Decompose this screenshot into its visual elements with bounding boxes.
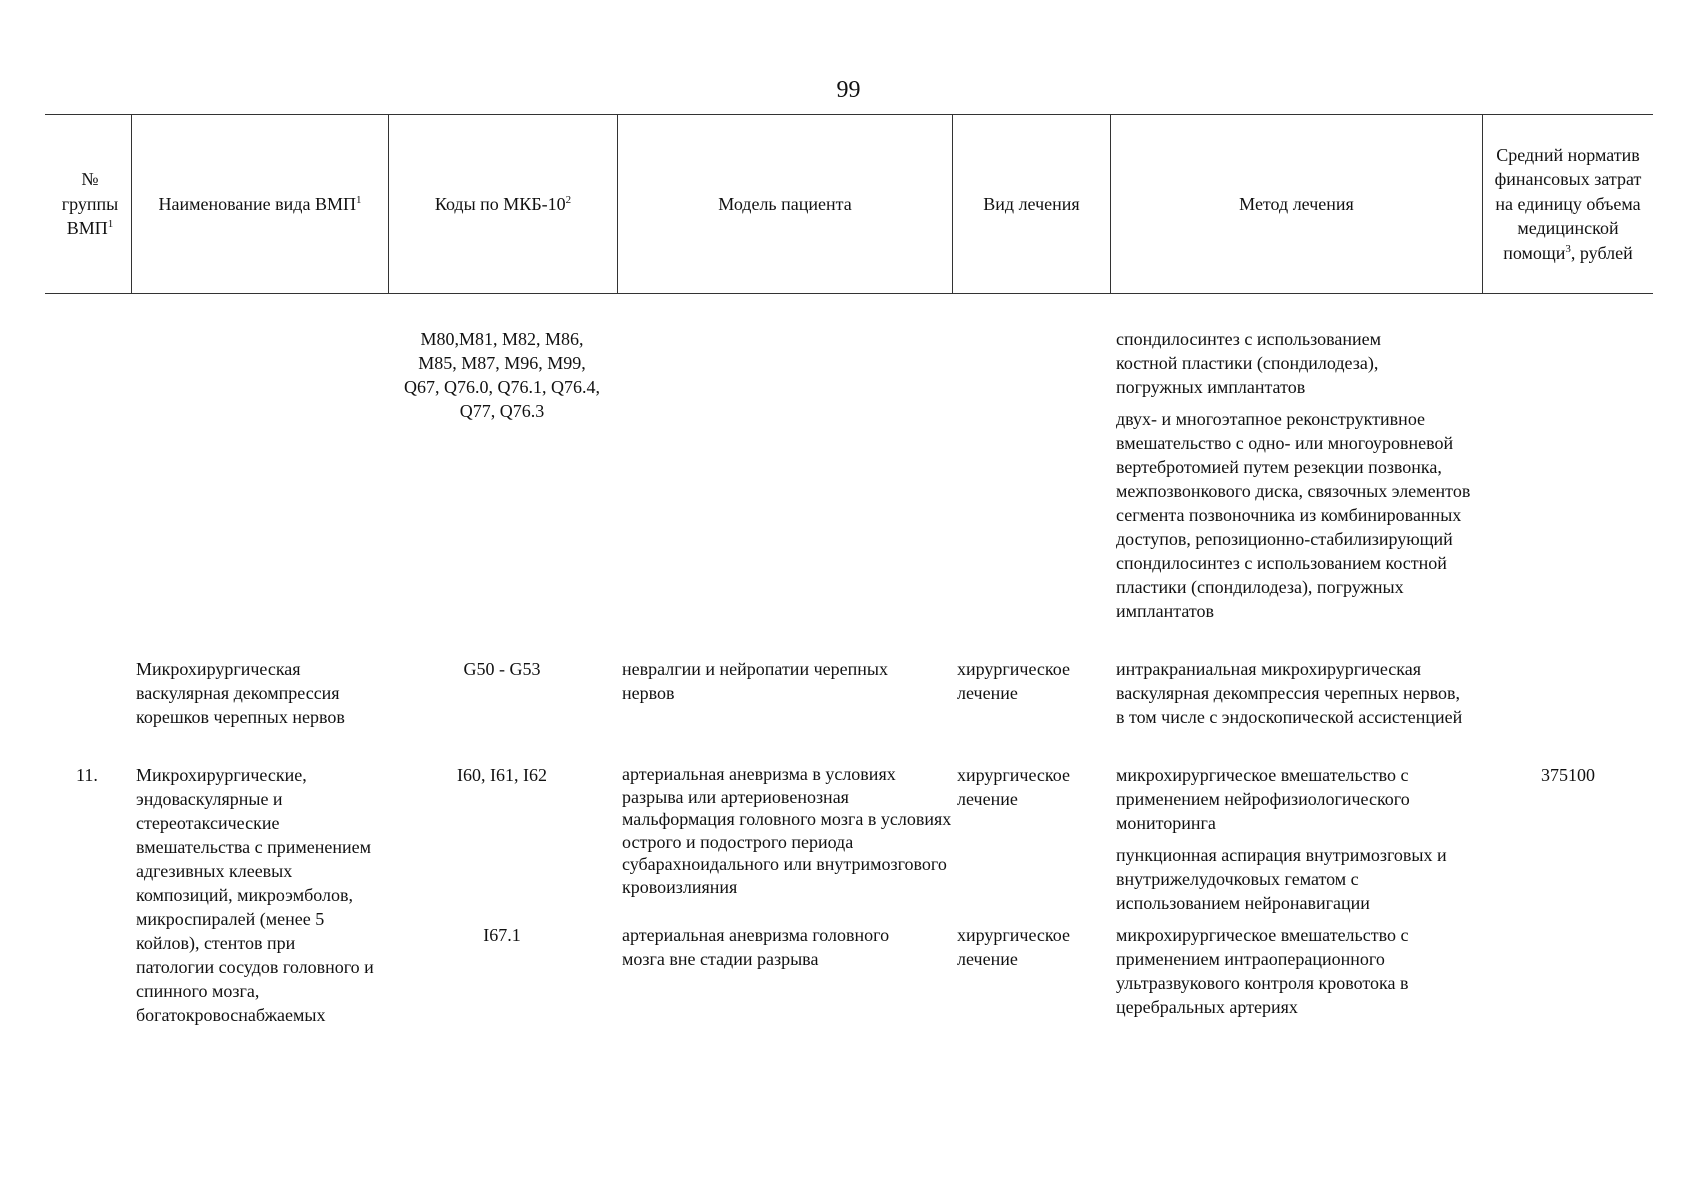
header-icd-codes xyxy=(392,114,614,294)
treatment-type-cell: хирургическое лечение xyxy=(957,659,1070,703)
method-cell: микрохирургическое вмешательство с применением нейрофизиологического мониторинга xyxy=(1116,765,1410,833)
header-group-number xyxy=(52,114,128,294)
cost-cell: 375100 xyxy=(1541,765,1595,785)
icd-codes-cell: I60, I61, I62 xyxy=(457,765,547,785)
patient-model-cell: артериальная аневризма головного мозга вне стадии разрыва xyxy=(622,925,890,969)
method-cell: двух- и многоэтапное реконструктивное вмешательство с одно- или многоуровневой вертебротомией путем резекции позвонка, межпозвонкового диска, связочных элементов сегмента позвоночника из комбинированных доступов, репозиционно-стабилизирующий спондилосинтез с использованием костной пластики (спондилодеза), погружных имплантатов xyxy=(1116,409,1471,621)
header-name-text: Наименование вида ВМП xyxy=(158,193,356,214)
footnote-mark: 2 xyxy=(565,193,572,206)
header-vmp-name xyxy=(136,114,384,294)
header-treatment-text: Вид лечения xyxy=(983,193,1080,214)
patient-model-cell: артериальная аневризма в условиях разрыва или артериовенозная мальформация головного мозга в условиях острого и подострого периода субарахноидального или внутримозгового кровоизлияния xyxy=(622,764,952,897)
header-group-text: № группы ВМП xyxy=(61,169,119,239)
vmp-name-cell: Микрохирургическая васкулярная декомпрессия корешков черепных нервов xyxy=(136,659,345,727)
column-divider xyxy=(388,114,389,294)
header-cost-unit: , рублей xyxy=(1570,242,1633,263)
method-cell: пункционная аспирация внутримозговых и внутрижелудочковых гематом с использованием нейронавигации xyxy=(1116,845,1447,913)
icd-codes-cell: M80,M81, M82, M86, M85, M87, M96, M99, Q67, Q76.0, Q76.1, Q76.4, Q77, Q76.3 xyxy=(404,329,600,421)
column-divider xyxy=(1110,114,1111,294)
method-cell: микрохирургическое вмешательство с применением интраоперационного ультразвукового контроля кровотока в церебральных артериях xyxy=(1116,925,1409,1017)
treatment-type-cell: хирургическое лечение xyxy=(957,765,1070,809)
icd-codes-cell: G50 - G53 xyxy=(463,659,541,679)
column-divider xyxy=(1482,114,1483,294)
method-cell: интракраниальная микрохирургическая васкулярная декомпрессия черепных нервов, в том числе с эндоскопической ассистенцией xyxy=(1116,659,1463,727)
header-method-text: Метод лечения xyxy=(1239,193,1354,214)
footnote-mark: 1 xyxy=(107,218,114,231)
column-divider xyxy=(952,114,953,294)
footnote-mark: 1 xyxy=(355,193,362,206)
patient-model-cell: невралгии и нейропатии черепных нервов xyxy=(622,659,888,703)
column-divider xyxy=(131,114,132,294)
method-cell: спондилосинтез с использованием костной пластики (спондилодеза), погружных имплантатов xyxy=(1116,329,1382,397)
vmp-name-cell: Микрохирургические, эндоваскулярные и стереотаксические вмешательства с применением адгезивных клеевых композиций, микроэмболов, микроспиралей (менее 5 койлов), стентов при патологии сосудов головного и спинного мозга, богатокровоснабжаемых xyxy=(136,765,374,1025)
group-number-cell: 11. xyxy=(76,765,98,785)
treatment-type-cell: хирургическое лечение xyxy=(957,925,1070,969)
header-icd-text: Коды по МКБ-10 xyxy=(434,193,566,214)
page-number: 99 xyxy=(836,77,861,103)
header-method xyxy=(1114,114,1479,294)
header-patient-model xyxy=(621,114,949,294)
column-divider xyxy=(617,114,618,294)
icd-codes-cell: I67.1 xyxy=(483,925,521,945)
header-patient-text: Модель пациента xyxy=(718,193,852,214)
header-cost-text: Средний норматив финансовых затрат на единицу объема медицинской помощи xyxy=(1494,144,1642,263)
header-treatment-type xyxy=(956,114,1107,294)
footnote-mark: 3 xyxy=(1565,242,1571,255)
header-cost xyxy=(1486,114,1650,294)
